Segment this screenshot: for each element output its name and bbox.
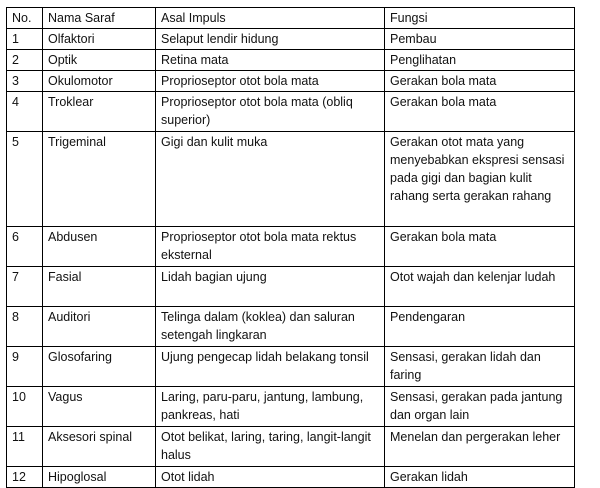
table-row: [7, 267, 575, 307]
cell-nama: Hipoglosal: [43, 467, 156, 488]
cell-asal: Otot lidah: [156, 467, 385, 488]
cell-no: 11: [7, 427, 43, 467]
cell-no: 2: [7, 50, 43, 71]
cell-nama: Abdusen: [43, 227, 156, 267]
cell-fungsi: Pembau: [385, 29, 575, 50]
header-no: No.: [7, 8, 43, 29]
cell-nama: Olfaktori: [43, 29, 156, 50]
cell-no: 10: [7, 387, 43, 427]
cranial-nerves-table: [6, 7, 575, 488]
cell-fungsi: Gerakan bola mata: [385, 92, 575, 132]
cell-asal: Laring, paru-paru, jantung, lambung, pankreas, hati: [156, 387, 385, 427]
cell-nama: Auditori: [43, 307, 156, 347]
cell-no: 3: [7, 71, 43, 92]
cell-fungsi: Gerakan bola mata: [385, 227, 575, 267]
table-row: [7, 467, 575, 488]
cell-no: 6: [7, 227, 43, 267]
cell-nama: Vagus: [43, 387, 156, 427]
cell-asal: Proprioseptor otot bola mata: [156, 71, 385, 92]
cell-no: 8: [7, 307, 43, 347]
cell-no: 4: [7, 92, 43, 132]
cell-asal: Telinga dalam (koklea) dan saluran setengah lingkaran: [156, 307, 385, 347]
cell-nama: Aksesori spinal: [43, 427, 156, 467]
cell-no: 1: [7, 29, 43, 50]
cell-fungsi: Menelan dan pergerakan leher: [385, 427, 575, 467]
cell-asal: Proprioseptor otot bola mata (obliq superior): [156, 92, 385, 132]
cell-fungsi: Gerakan lidah: [385, 467, 575, 488]
cell-nama: Fasial: [43, 267, 156, 307]
cell-nama: Glosofaring: [43, 347, 156, 387]
cell-asal: Ujung pengecap lidah belakang tonsil: [156, 347, 385, 387]
cell-no: 9: [7, 347, 43, 387]
table-row: [7, 29, 575, 50]
cell-fungsi: Otot wajah dan kelenjar ludah: [385, 267, 575, 307]
table-row: [7, 227, 575, 267]
cell-nama: Okulomotor: [43, 71, 156, 92]
cell-asal: Selaput lendir hidung: [156, 29, 385, 50]
cell-nama: Optik: [43, 50, 156, 71]
header-nama-saraf: Nama Saraf: [43, 8, 156, 29]
table-row: [7, 427, 575, 467]
cell-no: 5: [7, 132, 43, 227]
cell-no: 12: [7, 467, 43, 488]
table-row: [7, 50, 575, 71]
cell-fungsi: Gerakan bola mata: [385, 71, 575, 92]
cell-no: 7: [7, 267, 43, 307]
table-row: [7, 347, 575, 387]
cell-asal: Otot belikat, laring, taring, langit-langit halus: [156, 427, 385, 467]
cell-nama: Trigeminal: [43, 132, 156, 227]
header-fungsi: Fungsi: [385, 8, 575, 29]
cell-fungsi: Penglihatan: [385, 50, 575, 71]
cell-nama: Troklear: [43, 92, 156, 132]
header-asal-impuls: Asal Impuls: [156, 8, 385, 29]
cell-fungsi: Sensasi, gerakan pada jantung dan organ lain: [385, 387, 575, 427]
table-row: [7, 307, 575, 347]
header-row: [7, 8, 575, 29]
cell-fungsi: Gerakan otot mata yang menyebabkan ekspresi sensasi pada gigi dan bagian kulit rahang serta gerakan rahang: [385, 132, 575, 227]
document-page: [6, 7, 575, 488]
cell-fungsi: Pendengaran: [385, 307, 575, 347]
cell-asal: Retina mata: [156, 50, 385, 71]
cell-asal: Proprioseptor otot bola mata rektus eksternal: [156, 227, 385, 267]
table-row: [7, 71, 575, 92]
table-row: [7, 387, 575, 427]
cell-asal: Lidah bagian ujung: [156, 267, 385, 307]
cell-asal: Gigi dan kulit muka: [156, 132, 385, 227]
table-row: [7, 92, 575, 132]
table-row: [7, 132, 575, 227]
cell-fungsi: Sensasi, gerakan lidah dan faring: [385, 347, 575, 387]
